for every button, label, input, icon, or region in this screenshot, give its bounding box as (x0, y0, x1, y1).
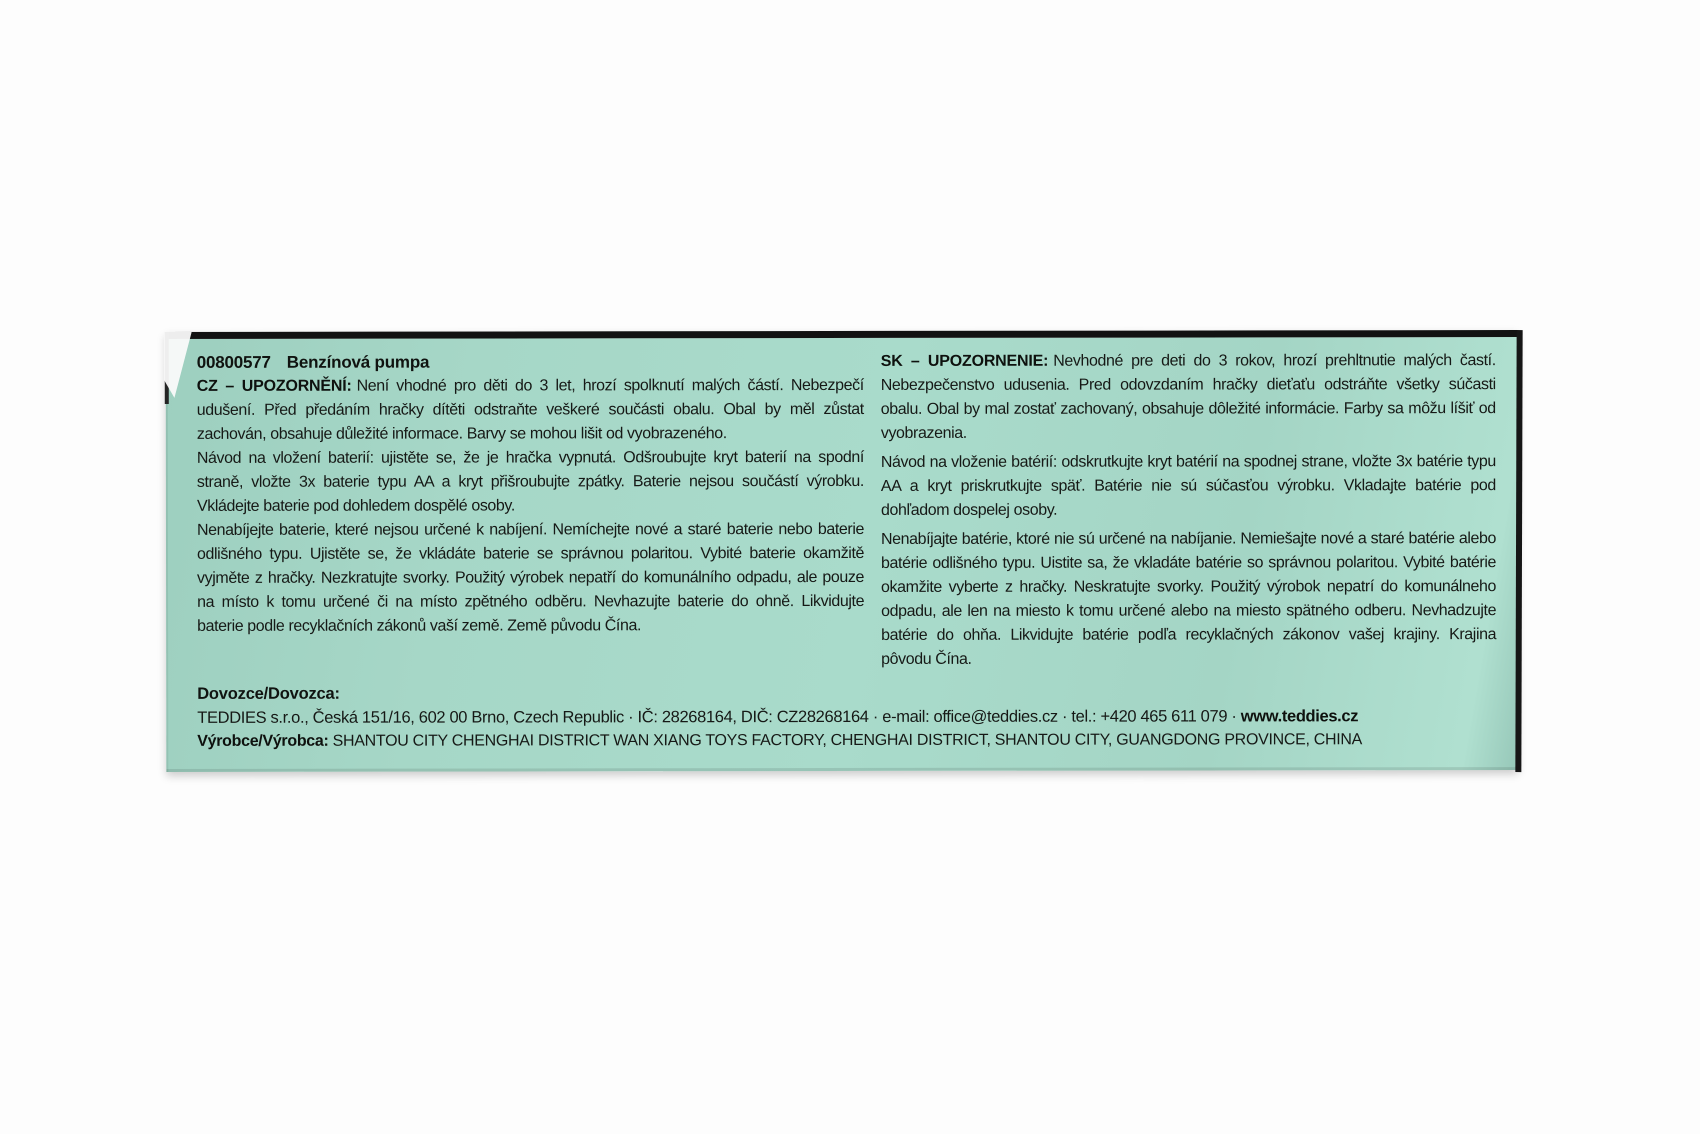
cz-warning-text-1: Není vhodné pro děti do 3 let, hrozí spolknutí malých částí. Nebezpečí udušení. Před předáním hračky dítěti odstraňte veškeré součásti obalu. Obal by měl zůstat zachován, obsahuje důležité informace. Barvy se mohou lišit od vyobrazeného. (196, 376, 864, 443)
manufacturer-address-text: SHANTOU CITY CHENGHAI DISTRICT WAN XIANG TOYS FACTORY, CHENGHAI DISTRICT, SHANTOU CITY, GUANGDONG PROVINCE, CHINA (328, 731, 1363, 750)
packaging-label-panel (166, 330, 1519, 772)
czech-warning-column (197, 350, 864, 673)
product-code: 00800577 (196, 352, 271, 372)
importer-website: www.teddies.cz (1240, 707, 1359, 726)
product-name: Benzínová pumpa (286, 352, 430, 372)
importer-address-text: TEDDIES s.r.o., Česká 151/16, 602 00 Brno, Czech Republic · IČ: 28268164, DIČ: CZ28268164 · e-mail: office@teddies.cz · tel.: +420 465 611 079 · (197, 707, 1241, 727)
distributor-section (197, 680, 1496, 754)
importer-label: Dovozce/Dovozca: (197, 684, 340, 703)
slovak-warning-column (881, 349, 1496, 672)
sk-battery-safety-paragraph: Nenabíjajte batérie, ktoré nie sú určené na nabíjanie. Nemiešajte nové a staré batérie alebo batérie odlišného typu. Uistite sa, že vkladáte batérie so správnou polaritou. Vybité batérie okamžite vyberte z hračky. Neskratujte svorky. Použitý výrobok nepatrí do komunálneho odpadu, ale len na miesto k tomu určené alebo na miesto spätného odberu. Nevhadzujte batérie do ohňa. Likvidujte batérie podľa recyklačných zákonov vašej krajiny. Krajina pôvodu Čína. (880, 530, 1497, 668)
sk-warning-heading: SK – UPOZORNENIE: (880, 352, 1049, 370)
manufacturer-label: Výrobce/Výrobca: (197, 732, 329, 750)
product-title-row (197, 350, 864, 375)
sk-warning-paragraph-1 (881, 349, 1496, 446)
cz-battery-instructions-paragraph: Návod na vložení baterií: ujistěte se, že je hračka vypnutá. Odšroubujte kryt baterií na spodní straně, vložte 3x baterie typu AA a kryt přišroubujte zpátky. Baterie nejsou součástí výrobku. Vkládejte baterie pod dohledem dospělé osoby. (196, 448, 864, 515)
importer-details (197, 704, 1496, 730)
warning-columns (197, 349, 1496, 673)
sk-battery-instructions-paragraph: Návod na vloženie batérií: odskrutkujte kryt batérií na spodnej strane, vložte 3x batérie typu AA a kryt priskrutkujte späť. Batérie nie sú súčasťou výrobku. Vkladajte batérie pod dohľadom dospelej osoby. (880, 453, 1496, 519)
manufacturer-details (197, 728, 1496, 754)
cz-warning-paragraph-1 (197, 374, 864, 447)
cz-battery-safety-paragraph: Nenabíjejte baterie, které nejsou určené k nabíjení. Nemíchejte nové a staré baterie nebo baterie odlišného typu. Ujistěte se, že vkládáte baterie se správnou polaritou. Vybité baterie okamžitě vyjměte z hračky. Nezkratujte svorky. Použitý výrobek nepatří do komunálního odpadu, ale pouze na místo k tomu určené či na místo zpětného odběru. Nevhazujte baterie do ohně. Likvidujte baterie podle recyklačních zákonů vaší země. Země původu Čína. (196, 520, 865, 635)
cz-warning-heading: CZ – UPOZORNĚNÍ: (196, 377, 352, 395)
sk-warning-text-1: Nevhodné pre deti do 3 rokov, hrozí prehltnutie malých častí. Nebezpečenstvo udusenia. Pred odovzdaním hračky dieťaťu odstráňte všetky súčasti obalu. Obal by mal zostať zachovaný, obsahuje dôležité informácie. Farby sa môžu líšiť od vyobrazenia. (880, 352, 1496, 442)
